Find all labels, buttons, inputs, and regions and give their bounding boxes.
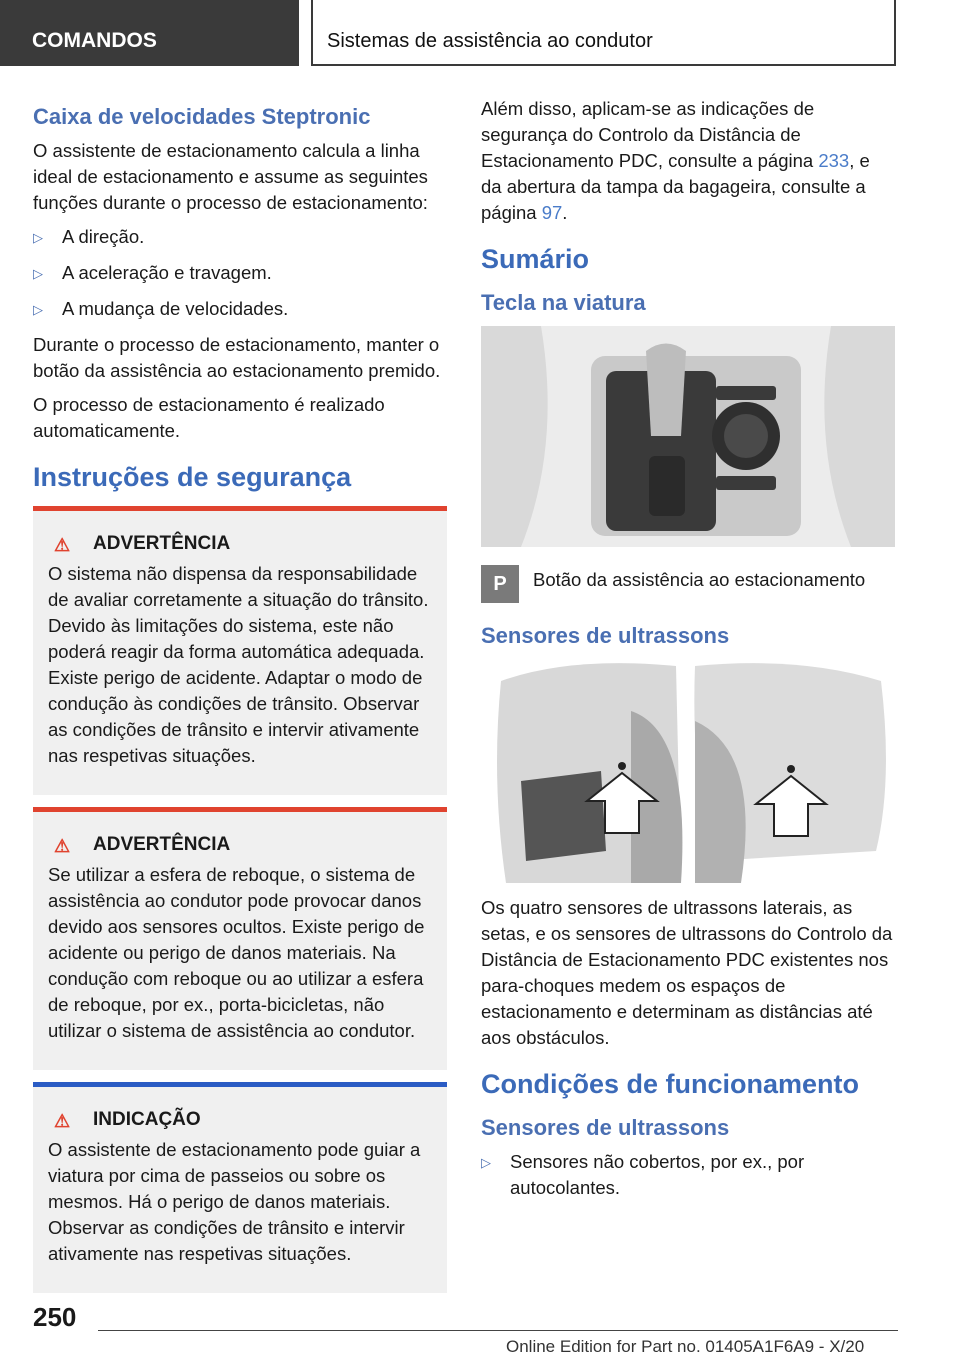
heading-key: Tecla na viatura: [481, 290, 646, 315]
heading-conditions: Condições de funcionamento: [481, 1069, 860, 1099]
note-title: INDICAÇÃO: [93, 1109, 201, 1130]
triangle-right-icon: ▷: [33, 266, 43, 281]
warning-triangle-icon: ⚠: [54, 535, 71, 555]
warning-triangle-icon: ⚠: [54, 1111, 71, 1131]
footer-divider: [98, 1330, 898, 1331]
edition-note: Online Edition for Part no. 01405A1F6A9 - X/20: [506, 1337, 865, 1356]
heading-safety: Instruções de segurança: [33, 462, 352, 492]
triangle-right-icon: ▷: [481, 1155, 491, 1170]
warning-text: O sistema não dispensa da responsabilidade de avaliar corretamente a situação do trânsito. Devido às limitações do sistema, este não poderá reagir da forma automática adequada. Existe perigo de acidente. Adaptar o modo de condução às condições de trânsito. Observar as condições de trânsito e intervir ativamente nas respetivas situações.: [48, 563, 429, 766]
triangle-right-icon: ▷: [33, 230, 43, 245]
list-item: ▷ A direção.: [33, 224, 447, 250]
paragraph-auto: O processo de estacionamento é realizado automaticamente.: [33, 394, 385, 441]
list-item: ▷ A aceleração e travagem.: [33, 260, 447, 286]
warning-triangle-icon: ⚠: [54, 836, 71, 856]
heading-sensors: Sensores de ultrassons: [481, 623, 730, 648]
paragraph-also: Além disso, aplicam-se as indicações de segurança do Controlo da Distância de Estacionamento PDC, consulte a página 233, e da abertura da tampa da bagageira, consulte a página 97.: [481, 98, 870, 223]
note-box: [33, 1082, 447, 1293]
console-illustration: [481, 326, 895, 547]
list-item: ▷ A mudança de velocidades.: [33, 296, 447, 322]
warning-box-1: [33, 506, 447, 795]
warning-title: ADVERTÊNCIA: [93, 533, 231, 554]
conditions-list: [481, 1149, 895, 1201]
sensors-illustration: [481, 661, 895, 883]
heading-steptronic: Caixa de velocidades Steptronic: [33, 104, 371, 129]
parking-assist-icon: P: [481, 565, 519, 603]
function-list: [33, 224, 447, 322]
note-text: O assistente de estacionamento pode guiar a viatura por cima de passeios ou sobre os mesmos. Há o perigo de danos materiais. Observar as condições de trânsito e intervir ativamente nas respetivas situações.: [48, 1139, 421, 1264]
chapter-tab: COMANDOS: [0, 0, 299, 66]
heading-sensors-2: Sensores de ultrassons: [481, 1115, 730, 1140]
caption-text: Botão da assistência ao estacionamento: [533, 569, 866, 590]
button-caption: [481, 565, 895, 603]
page-link-233[interactable]: 233: [818, 150, 850, 171]
warning-box-2: [33, 807, 447, 1070]
heading-summary: Sumário: [481, 244, 590, 274]
page-number: 250: [33, 1302, 77, 1332]
triangle-right-icon: ▷: [33, 302, 43, 317]
list-item: ▷ Sensores não cobertos, por ex., por autocolantes.: [481, 1151, 805, 1198]
left-column: [33, 96, 447, 1305]
paragraph-hold: Durante o processo de estacionamento, manter o botão da assistência ao estacionamento premido.: [33, 334, 441, 381]
paragraph-sensors: Os quatro sensores de ultrassons laterais, as setas, e os sensores de ultrassons do Controlo da Distância de Estacionamento PDC existentes nos para-choques medem os espaços de estacionamento e determinam as distâncias até aos obstáculos.: [481, 897, 893, 1048]
right-column: [481, 96, 895, 1211]
section-title: Sistemas de assistência ao condutor: [311, 0, 896, 66]
warning-title: ADVERTÊNCIA: [93, 834, 231, 855]
sensors-image: [481, 661, 895, 883]
page-link-97[interactable]: 97: [541, 202, 563, 223]
warning-text: Se utilizar a esfera de reboque, o sistema de assistência ao condutor pode provocar danos devido aos sensores ocultos. Existe perigo de acidente ou perigo de danos materiais. Na condução com reboque ou ao utilizar a esfera de reboque, por ex., porta-bicicletas, não utilizar o sistema de assistência ao condutor.: [48, 864, 425, 1041]
paragraph-intro: O assistente de estacionamento calcula a linha ideal de estacionamento e assume as seguintes funções durante o processo de estacionamento:: [33, 140, 428, 213]
console-image: [481, 326, 895, 547]
